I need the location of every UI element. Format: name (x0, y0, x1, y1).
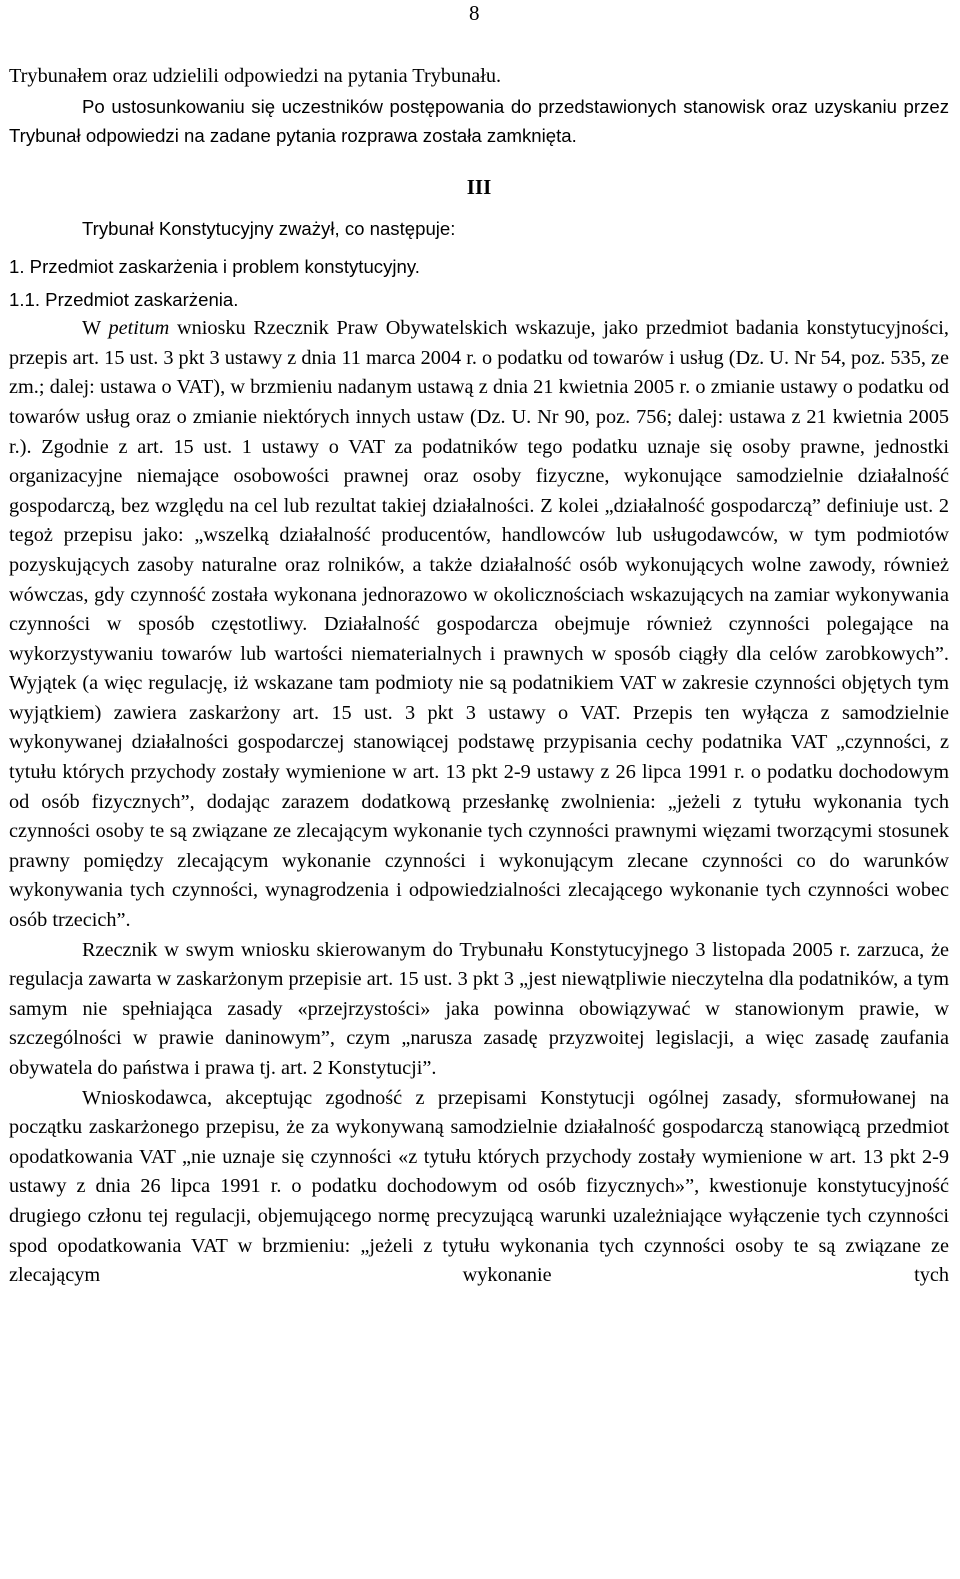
document-body (9, 62, 949, 1291)
heading-1: 1. Przedmiot zaskarżenia i problem konstytucyjny. (9, 255, 420, 277)
intro-line: Trybunałem oraz udzielili odpowiedzi na pytania Trybunału. (9, 65, 502, 87)
petitum-body: wniosku Rzecznik Praw Obywatelskich wskazuje, jako przedmiot badania konstytucyjności, przepis art. 15 ust. 3 pkt 3 ustawy z dnia 11 marca 2004 r. o podatku od towarów i usług (Dz. U. Nr 54, poz. 535, ze zm.; dalej: ustawa o VAT), w brzmieniu nadanym ustawą z dnia 21 kwietnia 2005 r. o zmianie ustawy o podatku od towarów usług oraz o zmianie niektórych innych ustaw (Dz. U. Nr 90, poz. 756; dalej: ustawa z 21 kwietnia 2005 r.). Zgodnie z art. 15 ust. 1 ustawy o VAT za podatników tego podatku uznaje się osoby prawne, jednostki organizacyjne niemające osobowości prawnej oraz osoby fizyczne, wykonujące samodzielnie działalność gospodarczą, bez względu na cel lub rezultat takiej działalności. Z kolei „działalność gospodarczą” definiuje ust. 2 tegoż przepisu jako: „wszelką działalność producentów, handlowców lub usługodawców, w tym podmiotów pozyskujących zasoby naturalne oraz rolników, a także działalność osób wykonujących wolne zawody, również wówczas, gdy czynność została wykonana jednorazowo w okolicznościach wskazujących na zamiar wykonywania czynności w sposób częstotliwy. Działalność gospodarcza obejmuje również czynności polegające na wykorzystywaniu towarów lub wartości niematerialnych i prawnych w sposób ciągły dla celów zarobkowych”. Wyjątek (a więc regulację, iż wskazane tam podmioty nie są podatnikiem VAT w zakresie czynności objętych tym wyjątkiem) zawiera zaskarżony art. 15 ust. 3 pkt 3 ustawy o VAT. Przepis ten wyłącza z samodzielnie wykonywanej działalności gospodarczej stanowiącej podstawę przypisania cechy podatnika VAT „czynności, z tytułu których przychody zostały wymienione w art. 13 pkt 2-9 ustawy z 26 lipca 1991 r. o podatku dochodowym od osób fizycznych”, dodając zarazem dodatkową przesłankę zwolnienia: „jeżeli z tytułu wykonania tych czynności osoby te są związane ze zlecającym wykonanie tych czynności prawnymi więzami tworzącymi stosunek prawny pomiędzy zlecającym wykonanie czynności i wykonującym zlecane czynności co do warunków wykonywania tych czynności, wynagrodzenia i odpowiedzialności zlecającego wykonanie tych czynności wobec osób trzecich”. (9, 317, 949, 932)
section-heading-roman: III (466, 174, 492, 199)
paragraph-petitum (9, 314, 949, 935)
intro-paragraph: Po ustosunkowaniu się uczestników postępowania do przedstawionych stanowisk oraz uzyskaniu przez Trybunał odpowiedzi na zadane pytania rozprawa została zamknięta. (9, 95, 949, 147)
page-number: 8 (469, 1, 480, 25)
petitum-italic: petitum (108, 317, 170, 340)
petitum-lead: W (82, 317, 109, 340)
heading-1-1: 1.1. Przedmiot zaskarżenia. (9, 288, 239, 310)
paragraph-wnioskodawca: Wnioskodawca, akceptując zgodność z przepisami Konstytucji ogólnej zasady, sformułowanej na początku zaskarżonego przepisu, że za wykonywaną samodzielnie działalność gospodarczą stanowiącą przedmiot opodatkowania VAT „nie uznaje się czynności «z tytułu których przychody zostały wymienione w art. 13 pkt 2-9 ustawy z dnia 26 lipca 1991 r. o podatku dochodowym od osób fizycznych»”, kwestionuje konstytucyjność drugiego członu tej regulacji, objemującego normę precyzującą warunki uzależniające wyłączenie tych czynności spod opodatkowania VAT w brzmieniu: „jeżeli z tytułu wykonania tych czynności osoby te są związane ze zlecającym wykonanie tych (9, 1086, 949, 1287)
considered-line: Trybunał Konstytucyjny zważył, co następuje: (82, 218, 456, 240)
paragraph-rzecznik: Rzecznik w swym wniosku skierowanym do Trybunału Konstytucyjnego 3 listopada 2005 r. zarzuca, że regulacja zawarta w zaskarżonym przepisie art. 15 ust. 3 pkt 3 „jest niewątpliwie nieczytelna dla podatników, a tym samym nie spełniająca zasady «przejrzystości» jaka powinna obowiązywać w stanowionym prawie, w szczególności w prawie daninowym”, czym „narusza zasadę przyzwoitej legislacji, a więc zasadę zaufania obywatela do państwa i prawa tj. art. 2 Konstytucji”. (9, 938, 949, 1079)
